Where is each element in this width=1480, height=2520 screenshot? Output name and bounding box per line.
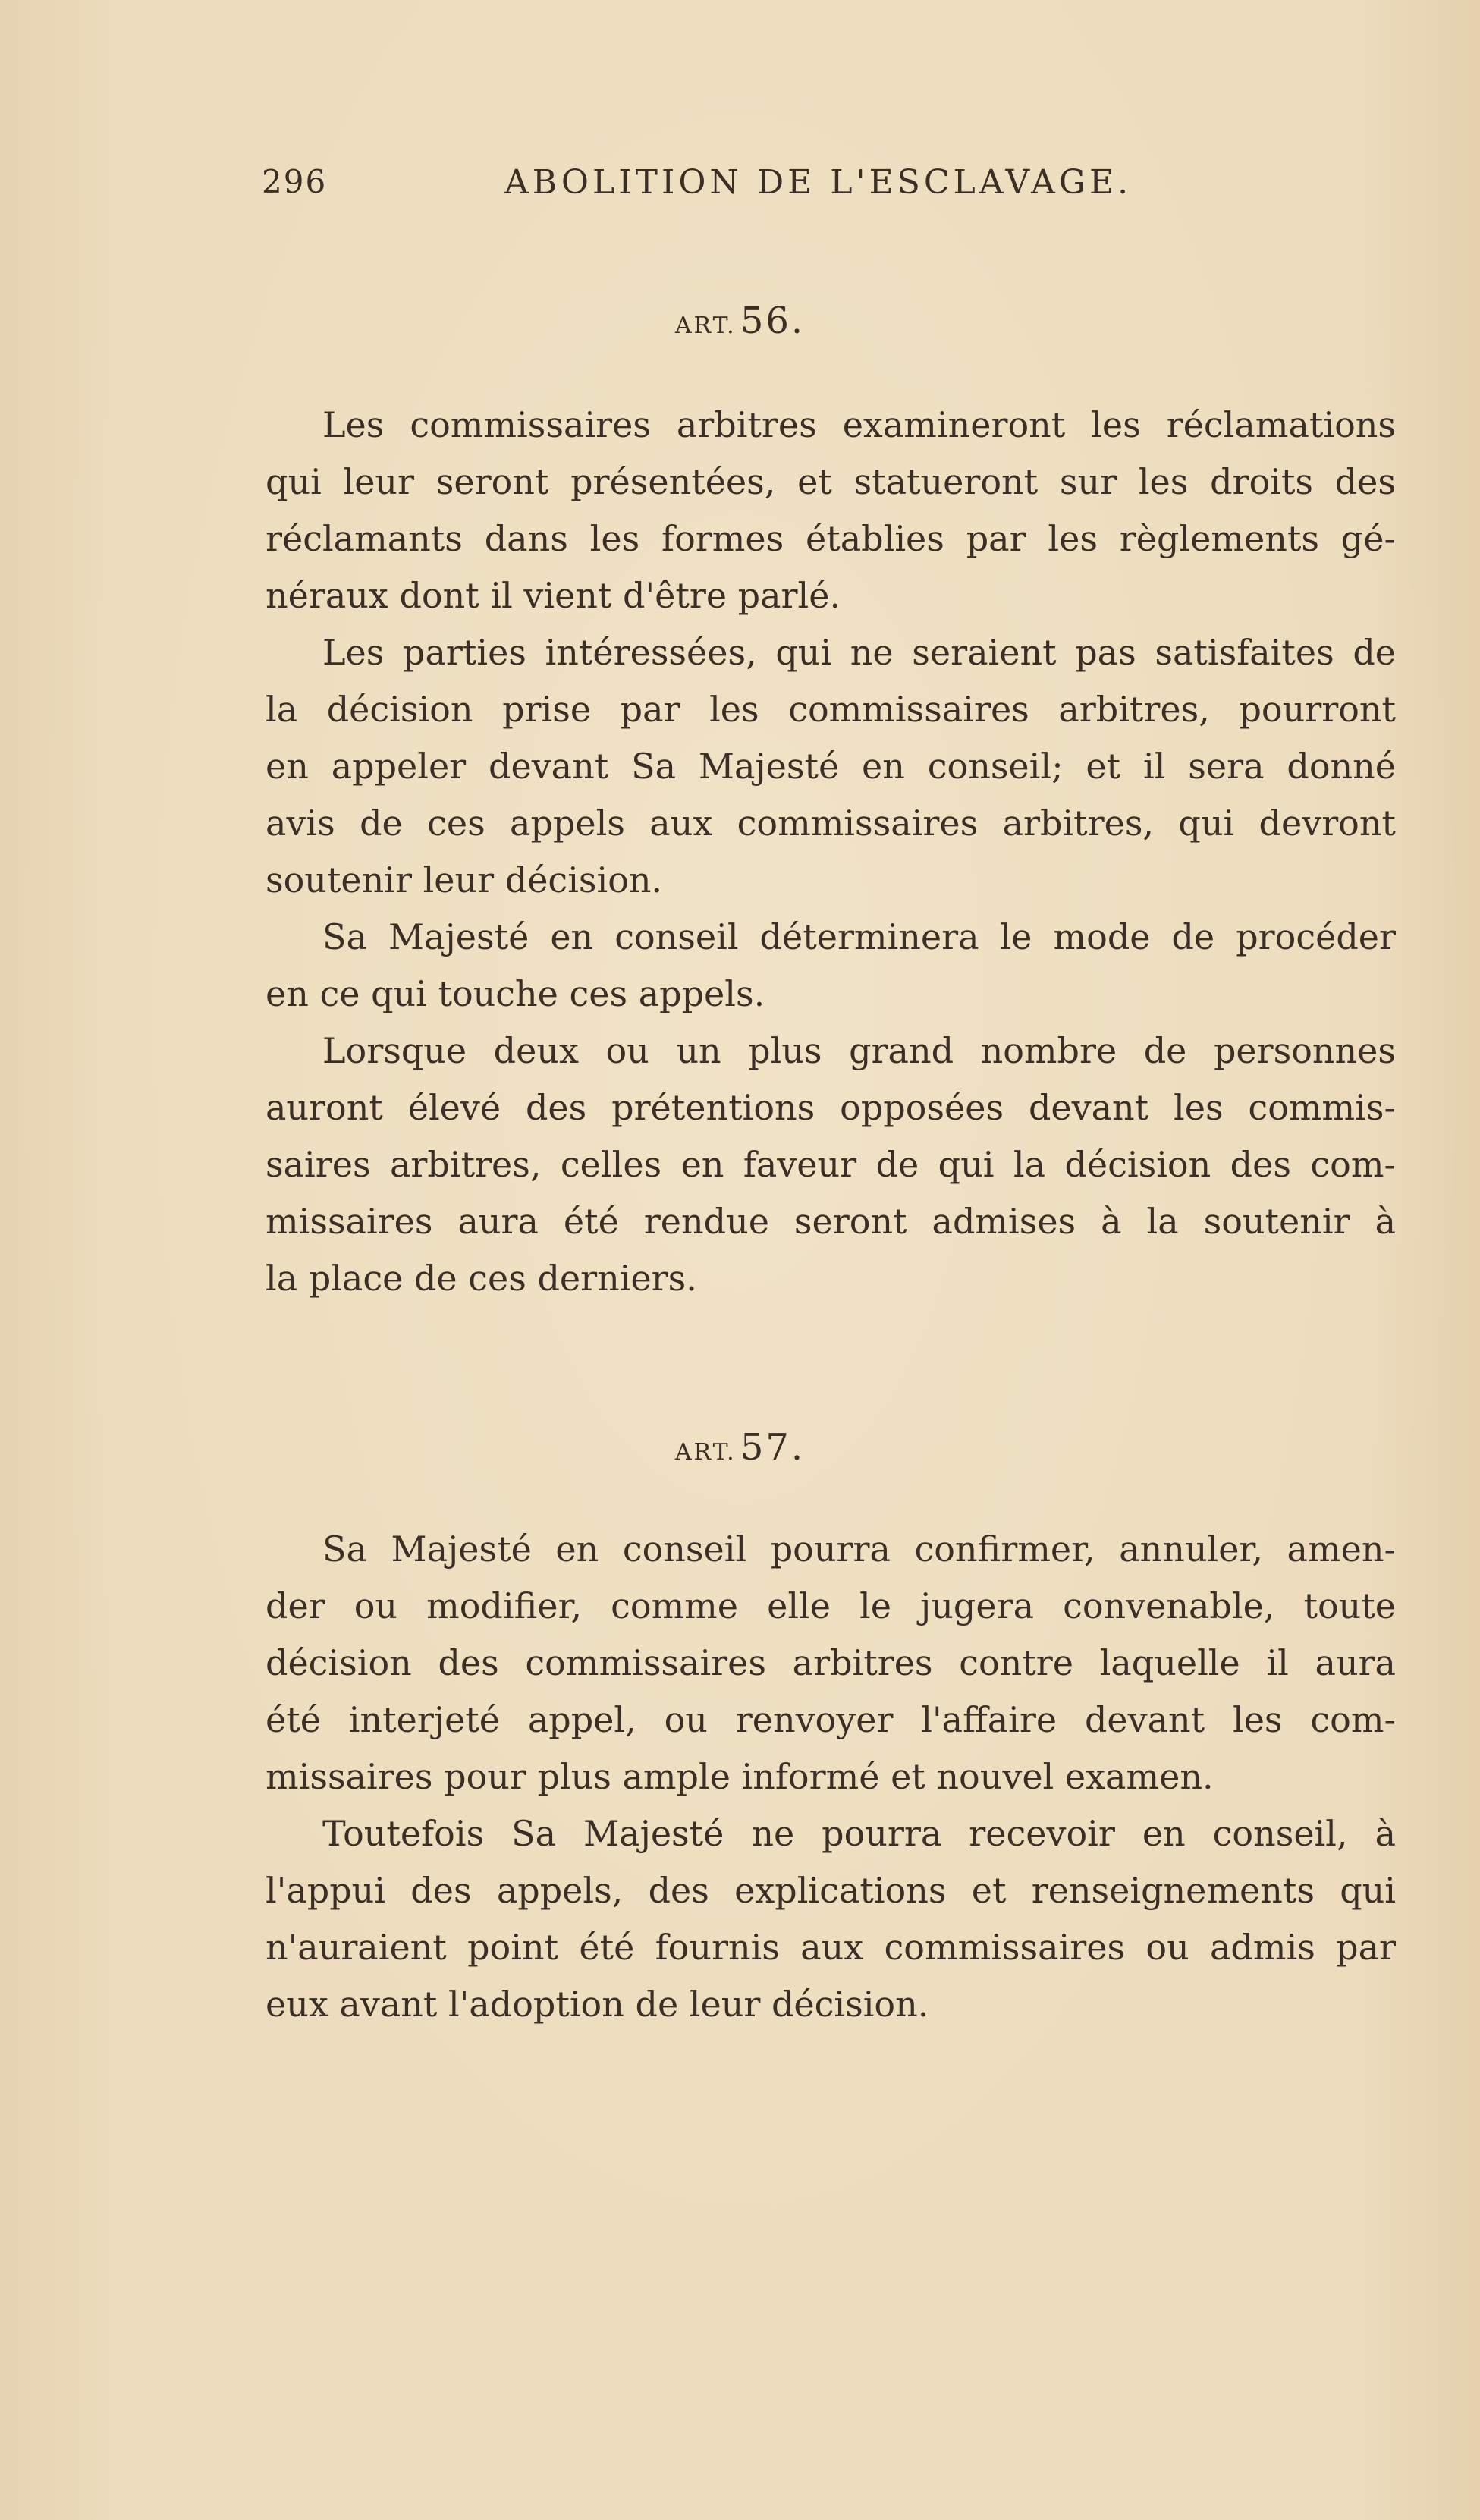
text-line: néraux dont il vient d'être parlé. <box>266 575 841 616</box>
text-line: qui leur seront présentées, et statueront sur les droits des <box>266 461 1396 502</box>
text-line: soutenir leur décision. <box>266 859 663 900</box>
paragraph <box>266 624 1396 909</box>
paragraph <box>266 1521 1396 1805</box>
article-56-body <box>266 397 1396 1307</box>
text-line: auront élevé des prétentions opposées devant les commis- <box>266 1087 1396 1128</box>
text-line: l'appui des appels, des explications et renseignements qui <box>266 1870 1396 1911</box>
page-header <box>262 163 1172 216</box>
text-line: saires arbitres, celles en faveur de qui la décision des com- <box>266 1144 1396 1185</box>
text-line: Les parties intéressées, qui ne seraient pas satisfaites de <box>322 632 1396 673</box>
article-57-heading <box>0 1426 1480 1469</box>
text-line: réclamants dans les formes établies par les règlements gé- <box>266 518 1396 559</box>
text-line: la place de ces derniers. <box>266 1258 697 1299</box>
article-number: 57. <box>740 1426 806 1469</box>
text-line: avis de ces appels aux commissaires arbitres, qui devront <box>266 803 1396 844</box>
text-line: n'auraient point été fournis aux commissaires ou admis par <box>266 1927 1396 1968</box>
article-label: ART. <box>674 1439 737 1466</box>
text-line: Lorsque deux ou un plus grand nombre de personnes <box>322 1030 1396 1071</box>
text-line: missaires aura été rendue seront admises à la soutenir à <box>266 1201 1396 1242</box>
text-line: en ce qui touche ces appels. <box>266 973 765 1014</box>
text-line: Toutefois Sa Majesté ne pourra recevoir en conseil, à <box>322 1813 1396 1854</box>
text-line: en appeler devant Sa Majesté en conseil; et il sera donné <box>266 746 1396 787</box>
article-57-body <box>266 1521 1396 2033</box>
text-line: la décision prise par les commissaires arbitres, pourront <box>266 689 1396 730</box>
paragraph <box>266 1023 1396 1307</box>
text-line: eux avant l'adoption de leur décision. <box>266 1984 929 2025</box>
text-line: missaires pour plus ample informé et nouvel examen. <box>266 1756 1214 1797</box>
article-56-heading <box>0 300 1480 342</box>
text-line: décision des commissaires arbitres contre laquelle il aura <box>266 1642 1396 1683</box>
text-line: été interjeté appel, ou renvoyer l'affaire devant les com- <box>266 1699 1396 1740</box>
text-line: Sa Majesté en conseil déterminera le mode de procéder <box>322 916 1396 957</box>
paragraph <box>266 397 1396 624</box>
article-number: 56. <box>740 300 806 342</box>
text-line: Les commissaires arbitres examineront les réclamations <box>322 404 1396 445</box>
running-title: ABOLITION DE L'ESCLAVAGE. <box>504 163 1133 202</box>
text-line: Sa Majesté en conseil pourra confirmer, annuler, amen- <box>322 1529 1396 1570</box>
paragraph <box>266 1805 1396 2033</box>
article-label: ART. <box>674 313 737 339</box>
page-number: 296 <box>262 163 328 200</box>
paragraph <box>266 909 1396 1023</box>
text-line: der ou modifier, comme elle le jugera convenable, toute <box>266 1585 1396 1626</box>
